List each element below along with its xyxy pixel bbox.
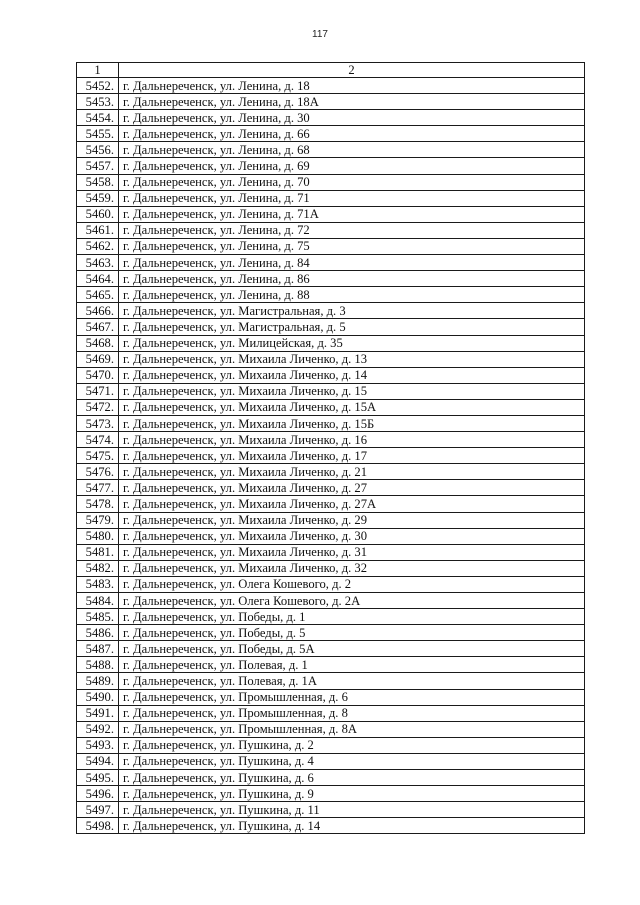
table-row — [77, 737, 585, 753]
table-row — [77, 206, 585, 222]
address-register-table — [76, 62, 585, 834]
table-row — [77, 303, 585, 319]
row-address: г. Дальнереченск, ул. Михаила Личенко, д. 31 — [119, 544, 585, 560]
row-number: 5493. — [77, 737, 119, 753]
row-address: г. Дальнереченск, ул. Пушкина, д. 9 — [119, 786, 585, 802]
table-row — [77, 174, 585, 190]
table-row — [77, 319, 585, 335]
table-row — [77, 786, 585, 802]
row-address: г. Дальнереченск, ул. Магистральная, д. 5 — [119, 319, 585, 335]
row-number: 5496. — [77, 786, 119, 802]
row-address: г. Дальнереченск, ул. Магистральная, д. 3 — [119, 303, 585, 319]
row-address: г. Дальнереченск, ул. Михаила Личенко, д. 21 — [119, 464, 585, 480]
table-row — [77, 383, 585, 399]
row-number: 5473. — [77, 415, 119, 431]
table-row — [77, 689, 585, 705]
row-address: г. Дальнереченск, ул. Победы, д. 5А — [119, 641, 585, 657]
row-number: 5491. — [77, 705, 119, 721]
row-address: г. Дальнереченск, ул. Пушкина, д. 11 — [119, 802, 585, 818]
row-number: 5464. — [77, 271, 119, 287]
row-address: г. Дальнереченск, ул. Пушкина, д. 2 — [119, 737, 585, 753]
table-body — [77, 78, 585, 834]
table-row — [77, 673, 585, 689]
row-number: 5487. — [77, 641, 119, 657]
table-row — [77, 625, 585, 641]
table-row — [77, 657, 585, 673]
row-number: 5463. — [77, 255, 119, 271]
row-number: 5467. — [77, 319, 119, 335]
row-address: г. Дальнереченск, ул. Ленина, д. 70 — [119, 174, 585, 190]
row-number: 5494. — [77, 753, 119, 769]
row-address: г. Дальнереченск, ул. Михаила Личенко, д. 30 — [119, 528, 585, 544]
row-address: г. Дальнереченск, ул. Победы, д. 1 — [119, 609, 585, 625]
table-row — [77, 271, 585, 287]
table-row — [77, 593, 585, 609]
row-address: г. Дальнереченск, ул. Ленина, д. 75 — [119, 238, 585, 254]
table-row — [77, 609, 585, 625]
row-address: г. Дальнереченск, ул. Ленина, д. 84 — [119, 255, 585, 271]
table-row — [77, 818, 585, 834]
table-row — [77, 753, 585, 769]
table-row — [77, 721, 585, 737]
row-address: г. Дальнереченск, ул. Пушкина, д. 14 — [119, 818, 585, 834]
table-row — [77, 110, 585, 126]
row-address: г. Дальнереченск, ул. Михаила Личенко, д. 17 — [119, 448, 585, 464]
row-number: 5476. — [77, 464, 119, 480]
table-row — [77, 351, 585, 367]
row-number: 5498. — [77, 818, 119, 834]
row-number: 5465. — [77, 287, 119, 303]
row-number: 5466. — [77, 303, 119, 319]
table-row — [77, 126, 585, 142]
row-number: 5495. — [77, 770, 119, 786]
row-number: 5483. — [77, 576, 119, 592]
column-header-number: 1 — [77, 63, 119, 78]
row-address: г. Дальнереченск, ул. Милицейская, д. 35 — [119, 335, 585, 351]
row-number: 5486. — [77, 625, 119, 641]
table-row — [77, 255, 585, 271]
table-row — [77, 641, 585, 657]
table-row — [77, 190, 585, 206]
table-row — [77, 496, 585, 512]
table-row — [77, 512, 585, 528]
row-address: г. Дальнереченск, ул. Михаила Личенко, д. 27А — [119, 496, 585, 512]
row-number: 5497. — [77, 802, 119, 818]
row-address: г. Дальнереченск, ул. Ленина, д. 30 — [119, 110, 585, 126]
row-address: г. Дальнереченск, ул. Михаила Личенко, д. 13 — [119, 351, 585, 367]
row-number: 5468. — [77, 335, 119, 351]
row-number: 5459. — [77, 190, 119, 206]
row-address: г. Дальнереченск, ул. Промышленная, д. 8А — [119, 721, 585, 737]
table-row — [77, 544, 585, 560]
row-address: г. Дальнереченск, ул. Олега Кошевого, д. 2 — [119, 576, 585, 592]
row-address: г. Дальнереченск, ул. Ленина, д. 66 — [119, 126, 585, 142]
row-number: 5462. — [77, 238, 119, 254]
row-address: г. Дальнереченск, ул. Олега Кошевого, д. 2А — [119, 593, 585, 609]
row-number: 5461. — [77, 222, 119, 238]
table-header-row — [77, 63, 585, 78]
row-number: 5453. — [77, 94, 119, 110]
row-address: г. Дальнереченск, ул. Михаила Личенко, д. 15А — [119, 399, 585, 415]
row-address: г. Дальнереченск, ул. Полевая, д. 1А — [119, 673, 585, 689]
table-row — [77, 222, 585, 238]
column-header-address: 2 — [119, 63, 585, 78]
row-address: г. Дальнереченск, ул. Михаила Личенко, д. 14 — [119, 367, 585, 383]
table-row — [77, 399, 585, 415]
row-number: 5474. — [77, 432, 119, 448]
row-number: 5478. — [77, 496, 119, 512]
row-address: г. Дальнереченск, ул. Промышленная, д. 8 — [119, 705, 585, 721]
row-number: 5477. — [77, 480, 119, 496]
table-row — [77, 480, 585, 496]
table-row — [77, 367, 585, 383]
row-number: 5470. — [77, 367, 119, 383]
row-number: 5480. — [77, 528, 119, 544]
row-number: 5452. — [77, 78, 119, 94]
table-row — [77, 770, 585, 786]
row-address: г. Дальнереченск, ул. Ленина, д. 18 — [119, 78, 585, 94]
row-address: г. Дальнереченск, ул. Ленина, д. 72 — [119, 222, 585, 238]
table-row — [77, 560, 585, 576]
row-number: 5485. — [77, 609, 119, 625]
row-address: г. Дальнереченск, ул. Ленина, д. 68 — [119, 142, 585, 158]
page-number: 117 — [312, 29, 328, 40]
row-number: 5484. — [77, 593, 119, 609]
row-number: 5460. — [77, 206, 119, 222]
row-address: г. Дальнереченск, ул. Пушкина, д. 4 — [119, 753, 585, 769]
row-number: 5488. — [77, 657, 119, 673]
row-number: 5458. — [77, 174, 119, 190]
row-address: г. Дальнереченск, ул. Михаила Личенко, д. 16 — [119, 432, 585, 448]
row-number: 5492. — [77, 721, 119, 737]
row-address: г. Дальнереченск, ул. Михаила Личенко, д. 15Б — [119, 415, 585, 431]
row-number: 5454. — [77, 110, 119, 126]
row-address: г. Дальнереченск, ул. Победы, д. 5 — [119, 625, 585, 641]
row-address: г. Дальнереченск, ул. Промышленная, д. 6 — [119, 689, 585, 705]
row-number: 5479. — [77, 512, 119, 528]
row-number: 5489. — [77, 673, 119, 689]
table-header — [77, 63, 585, 78]
row-address: г. Дальнереченск, ул. Михаила Личенко, д. 29 — [119, 512, 585, 528]
table-row — [77, 142, 585, 158]
table-row — [77, 448, 585, 464]
row-number: 5455. — [77, 126, 119, 142]
row-address: г. Дальнереченск, ул. Ленина, д. 71А — [119, 206, 585, 222]
row-number: 5481. — [77, 544, 119, 560]
row-address: г. Дальнереченск, ул. Ленина, д. 69 — [119, 158, 585, 174]
row-number: 5472. — [77, 399, 119, 415]
table-row — [77, 705, 585, 721]
table-row — [77, 802, 585, 818]
row-address: г. Дальнереченск, ул. Ленина, д. 18А — [119, 94, 585, 110]
row-address: г. Дальнереченск, ул. Полевая, д. 1 — [119, 657, 585, 673]
row-number: 5482. — [77, 560, 119, 576]
table-row — [77, 287, 585, 303]
table-row — [77, 464, 585, 480]
row-address: г. Дальнереченск, ул. Михаила Личенко, д. 27 — [119, 480, 585, 496]
row-number: 5456. — [77, 142, 119, 158]
table-row — [77, 576, 585, 592]
row-number: 5469. — [77, 351, 119, 367]
row-address: г. Дальнереченск, ул. Ленина, д. 86 — [119, 271, 585, 287]
table-row — [77, 432, 585, 448]
row-number: 5475. — [77, 448, 119, 464]
row-address: г. Дальнереченск, ул. Ленина, д. 88 — [119, 287, 585, 303]
row-number: 5490. — [77, 689, 119, 705]
row-address: г. Дальнереченск, ул. Михаила Личенко, д. 32 — [119, 560, 585, 576]
table-row — [77, 78, 585, 94]
row-address: г. Дальнереченск, ул. Ленина, д. 71 — [119, 190, 585, 206]
table-row — [77, 335, 585, 351]
row-number: 5457. — [77, 158, 119, 174]
table-row — [77, 158, 585, 174]
table-row — [77, 528, 585, 544]
row-address: г. Дальнереченск, ул. Пушкина, д. 6 — [119, 770, 585, 786]
row-address: г. Дальнереченск, ул. Михаила Личенко, д. 15 — [119, 383, 585, 399]
table-row — [77, 94, 585, 110]
table-row — [77, 415, 585, 431]
row-number: 5471. — [77, 383, 119, 399]
table-row — [77, 238, 585, 254]
